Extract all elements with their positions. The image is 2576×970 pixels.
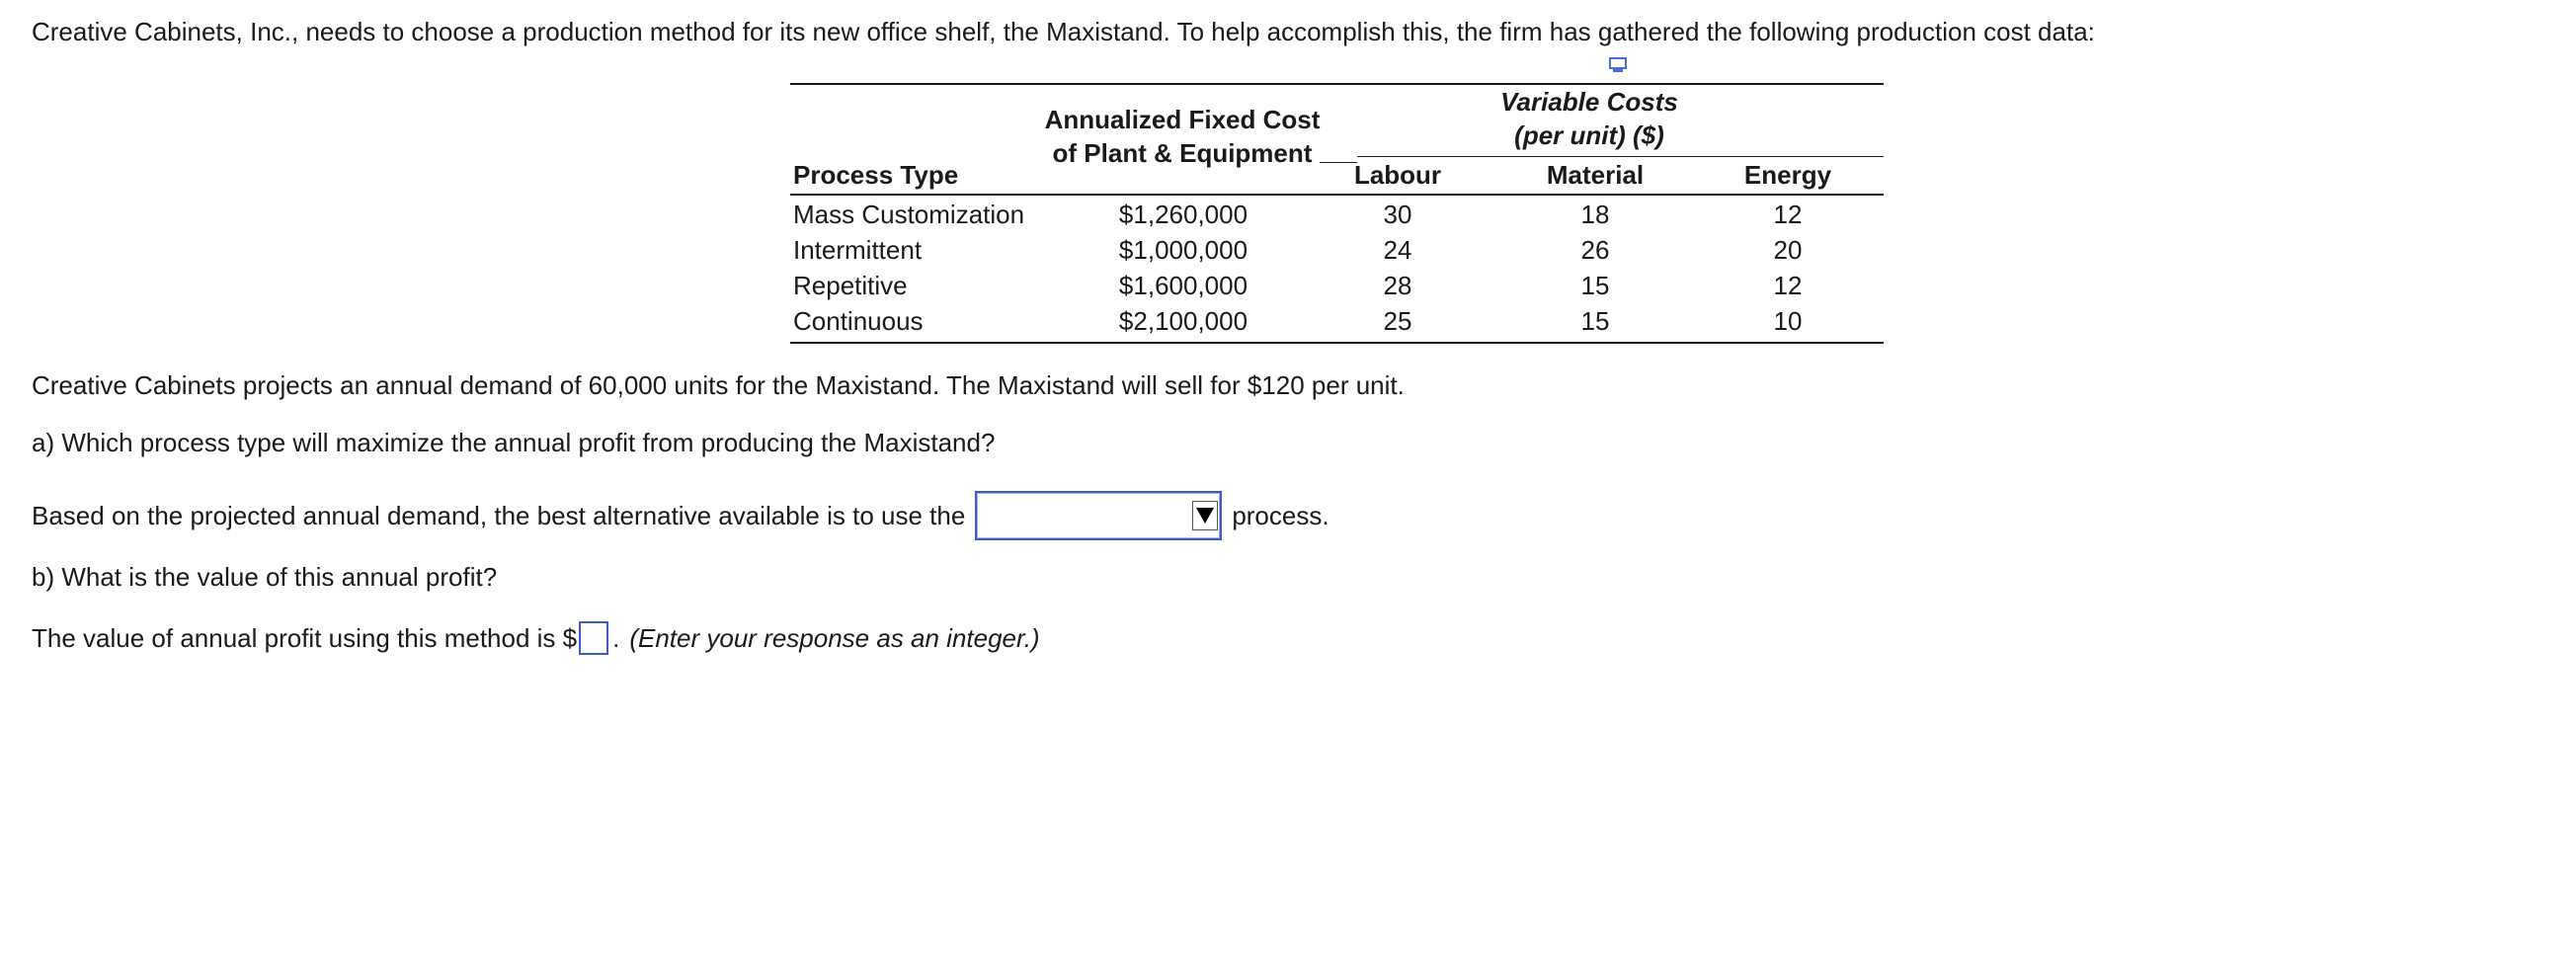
process-type-dropdown[interactable] xyxy=(975,491,1222,540)
variable-cost-underline xyxy=(1357,156,1884,157)
row-fixed-cost: $1,600,000 xyxy=(1118,271,1248,300)
question-b: b) What is the value of this annual profit? xyxy=(32,562,498,592)
row-labour: 24 xyxy=(1383,235,1412,265)
labour-header: Labour xyxy=(1353,160,1442,190)
copy-icon[interactable] xyxy=(1608,55,1630,75)
table-bottom-rule xyxy=(790,342,1884,344)
material-header: Material xyxy=(1546,160,1645,190)
row-material: 15 xyxy=(1580,271,1610,300)
row-energy: 12 xyxy=(1773,200,1803,229)
row-process: Mass Customization xyxy=(793,200,1025,229)
row-process: Intermittent xyxy=(793,235,923,265)
row-process: Continuous xyxy=(793,306,924,336)
profit-input[interactable] xyxy=(579,621,608,655)
answer-b-period: . xyxy=(612,623,620,653)
fixed-cost-header-line2: of Plant & Equipment xyxy=(1052,138,1313,168)
table-top-rule xyxy=(790,83,1884,85)
answer-b-prefix: The value of annual profit using this method is $ xyxy=(32,623,578,653)
row-process: Repetitive xyxy=(793,271,908,300)
fixed-cost-header-line1: Annualized Fixed Cost xyxy=(1044,105,1321,134)
row-labour: 30 xyxy=(1383,200,1412,229)
demand-text: Creative Cabinets projects an annual demand of 60,000 units for the Maxistand. The Maxistand will sell for $120 per unit. xyxy=(32,370,1405,400)
energy-header: Energy xyxy=(1743,160,1832,190)
question-a: a) Which process type will maximize the annual profit from producing the Maxistand? xyxy=(32,428,996,457)
cost-table xyxy=(790,83,1884,344)
process-dropdown-wrapper xyxy=(965,491,1232,540)
row-labour: 28 xyxy=(1383,271,1412,300)
row-labour: 25 xyxy=(1383,306,1412,336)
variable-cost-header-line1: Variable Costs xyxy=(1500,87,1678,117)
row-energy: 10 xyxy=(1773,306,1803,336)
answer-a-suffix: process. xyxy=(1232,501,1329,530)
answer-a-line xyxy=(32,491,1329,540)
answer-b-hint: (Enter your response as an integer.) xyxy=(629,623,1040,653)
row-fixed-cost: $1,000,000 xyxy=(1118,235,1248,265)
intro-text: Creative Cabinets, Inc., needs to choose a production method for its new office shelf, the Maxistand. To help accomplish this, the firm has gathered the following production cost data: xyxy=(32,17,2095,46)
process-type-header: Process Type xyxy=(793,160,959,190)
header-bottom-rule xyxy=(790,194,1884,196)
row-material: 15 xyxy=(1580,306,1610,336)
answer-b-line xyxy=(32,621,1040,655)
variable-cost-header-line2: (per unit) ($) xyxy=(1514,121,1664,150)
row-fixed-cost: $2,100,000 xyxy=(1118,306,1248,336)
answer-a-prefix: Based on the projected annual demand, the best alternative available is to use the xyxy=(32,501,966,530)
row-material: 18 xyxy=(1580,200,1610,229)
row-energy: 12 xyxy=(1773,271,1803,300)
row-fixed-cost: $1,260,000 xyxy=(1118,200,1248,229)
row-energy: 20 xyxy=(1773,235,1803,265)
row-material: 26 xyxy=(1580,235,1610,265)
